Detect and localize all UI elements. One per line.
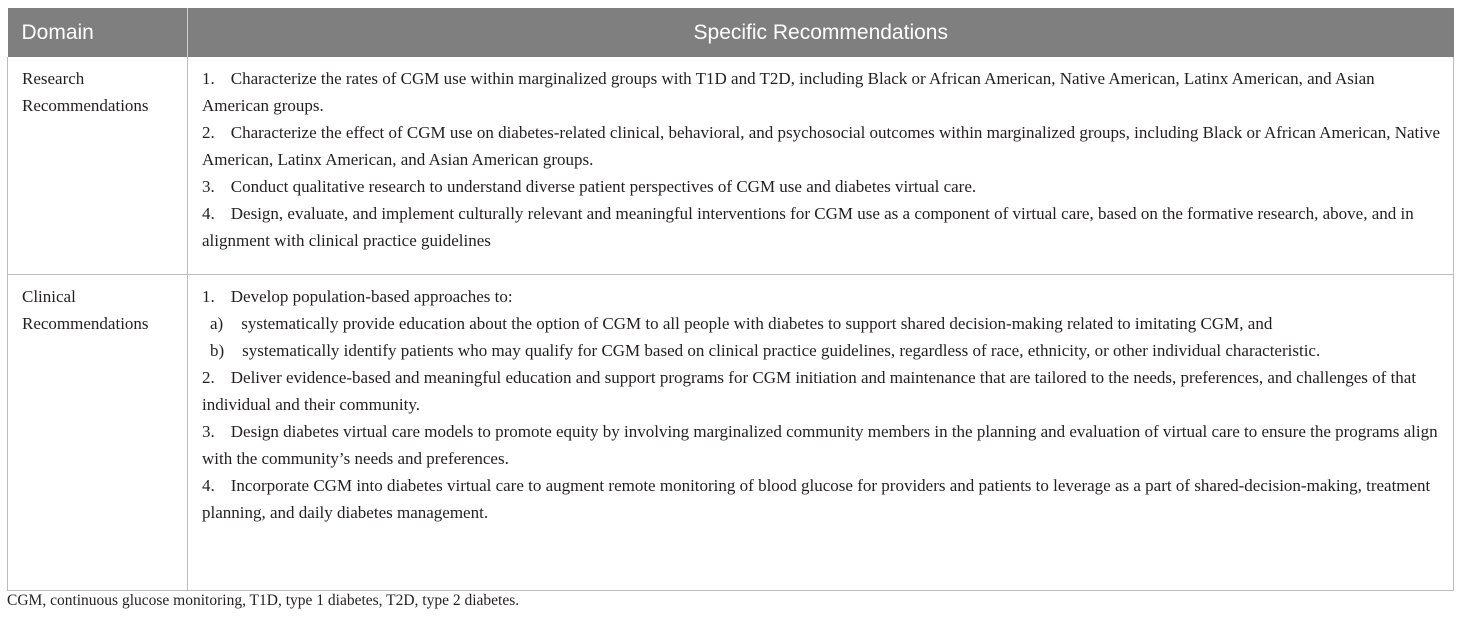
item-text: Conduct qualitative research to understand diverse patient perspectives of CGM use and diabetes virtual care. bbox=[230, 177, 977, 196]
item-text: Characterize the effect of CGM use on diabetes-related clinical, behavioral, and psychosocial outcomes within marginalized groups, including Black or African American, Native American, Latinx American, and Asian American groups. bbox=[202, 123, 1441, 169]
item-text: Deliver evidence-based and meaningful education and support programs for CGM initiation and maintenance that are tailored to the needs, preferences, and challenges of that individual and their community. bbox=[202, 368, 1417, 414]
item-number: 3. bbox=[202, 422, 215, 441]
list-item bbox=[202, 119, 1443, 173]
sub-item-text: systematically provide education about the option of CGM to all people with diabetes to support shared decision-making related to imitating CGM, and bbox=[241, 314, 1273, 333]
domain-cell-clinical: Clinical Recommendations bbox=[8, 275, 188, 591]
list-item bbox=[202, 364, 1443, 418]
header-specific-recommendations: Specific Recommendations bbox=[188, 8, 1454, 57]
item-text: Develop population-based approaches to: bbox=[230, 287, 513, 306]
item-text: Incorporate CGM into diabetes virtual care to augment remote monitoring of blood glucose for providers and patients to leverage as a part of shared-decision-making, treatment planning, and daily diabetes management. bbox=[202, 476, 1431, 522]
sub-item-letter: a) bbox=[210, 314, 224, 333]
list-item bbox=[202, 200, 1443, 254]
item-number: 2. bbox=[202, 368, 215, 387]
sub-item-text: systematically identify patients who may qualify for CGM based on clinical practice guidelines, regardless of race, ethnicity, or other individual characteristic. bbox=[242, 341, 1321, 360]
list-item bbox=[202, 418, 1443, 472]
list-item bbox=[202, 472, 1443, 526]
recommendations-cell-research bbox=[188, 57, 1454, 275]
item-number: 3. bbox=[202, 177, 215, 196]
domain-cell-research: Research Recommendations bbox=[8, 57, 188, 275]
sub-item-letter: b) bbox=[210, 341, 225, 360]
table-header-row bbox=[8, 8, 1454, 57]
table-footnote: CGM, continuous glucose monitoring, T1D, type 1 diabetes, T2D, type 2 diabetes. bbox=[7, 592, 520, 609]
list-item bbox=[202, 283, 1443, 310]
item-text: Characterize the rates of CGM use within marginalized groups with T1D and T2D, including Black or African American, Native American, Latinx American, and Asian American groups. bbox=[202, 69, 1375, 115]
recommendations-table bbox=[7, 8, 1454, 591]
sub-list-item bbox=[202, 310, 1443, 337]
table-row-clinical bbox=[8, 275, 1454, 591]
recommendations-cell-clinical bbox=[188, 275, 1454, 591]
item-text: Design, evaluate, and implement culturally relevant and meaningful interventions for CGM use as a component of virtual care, based on the formative research, above, and in alignment with clinical practice guidelines bbox=[202, 204, 1414, 250]
item-number: 4. bbox=[202, 476, 215, 495]
item-number: 2. bbox=[202, 123, 215, 142]
item-number: 1. bbox=[202, 69, 215, 88]
item-number: 4. bbox=[202, 204, 215, 223]
sub-list-item bbox=[202, 337, 1443, 364]
list-item bbox=[202, 173, 1443, 200]
list-item bbox=[202, 65, 1443, 119]
table-row-research bbox=[8, 57, 1454, 275]
header-domain: Domain bbox=[8, 8, 188, 57]
item-number: 1. bbox=[202, 287, 215, 306]
recommendations-table-container bbox=[7, 8, 1453, 591]
item-text: Design diabetes virtual care models to promote equity by involving marginalized community members in the planning and evaluation of virtual care to ensure the programs align with the community’s needs and preferences. bbox=[202, 422, 1438, 468]
